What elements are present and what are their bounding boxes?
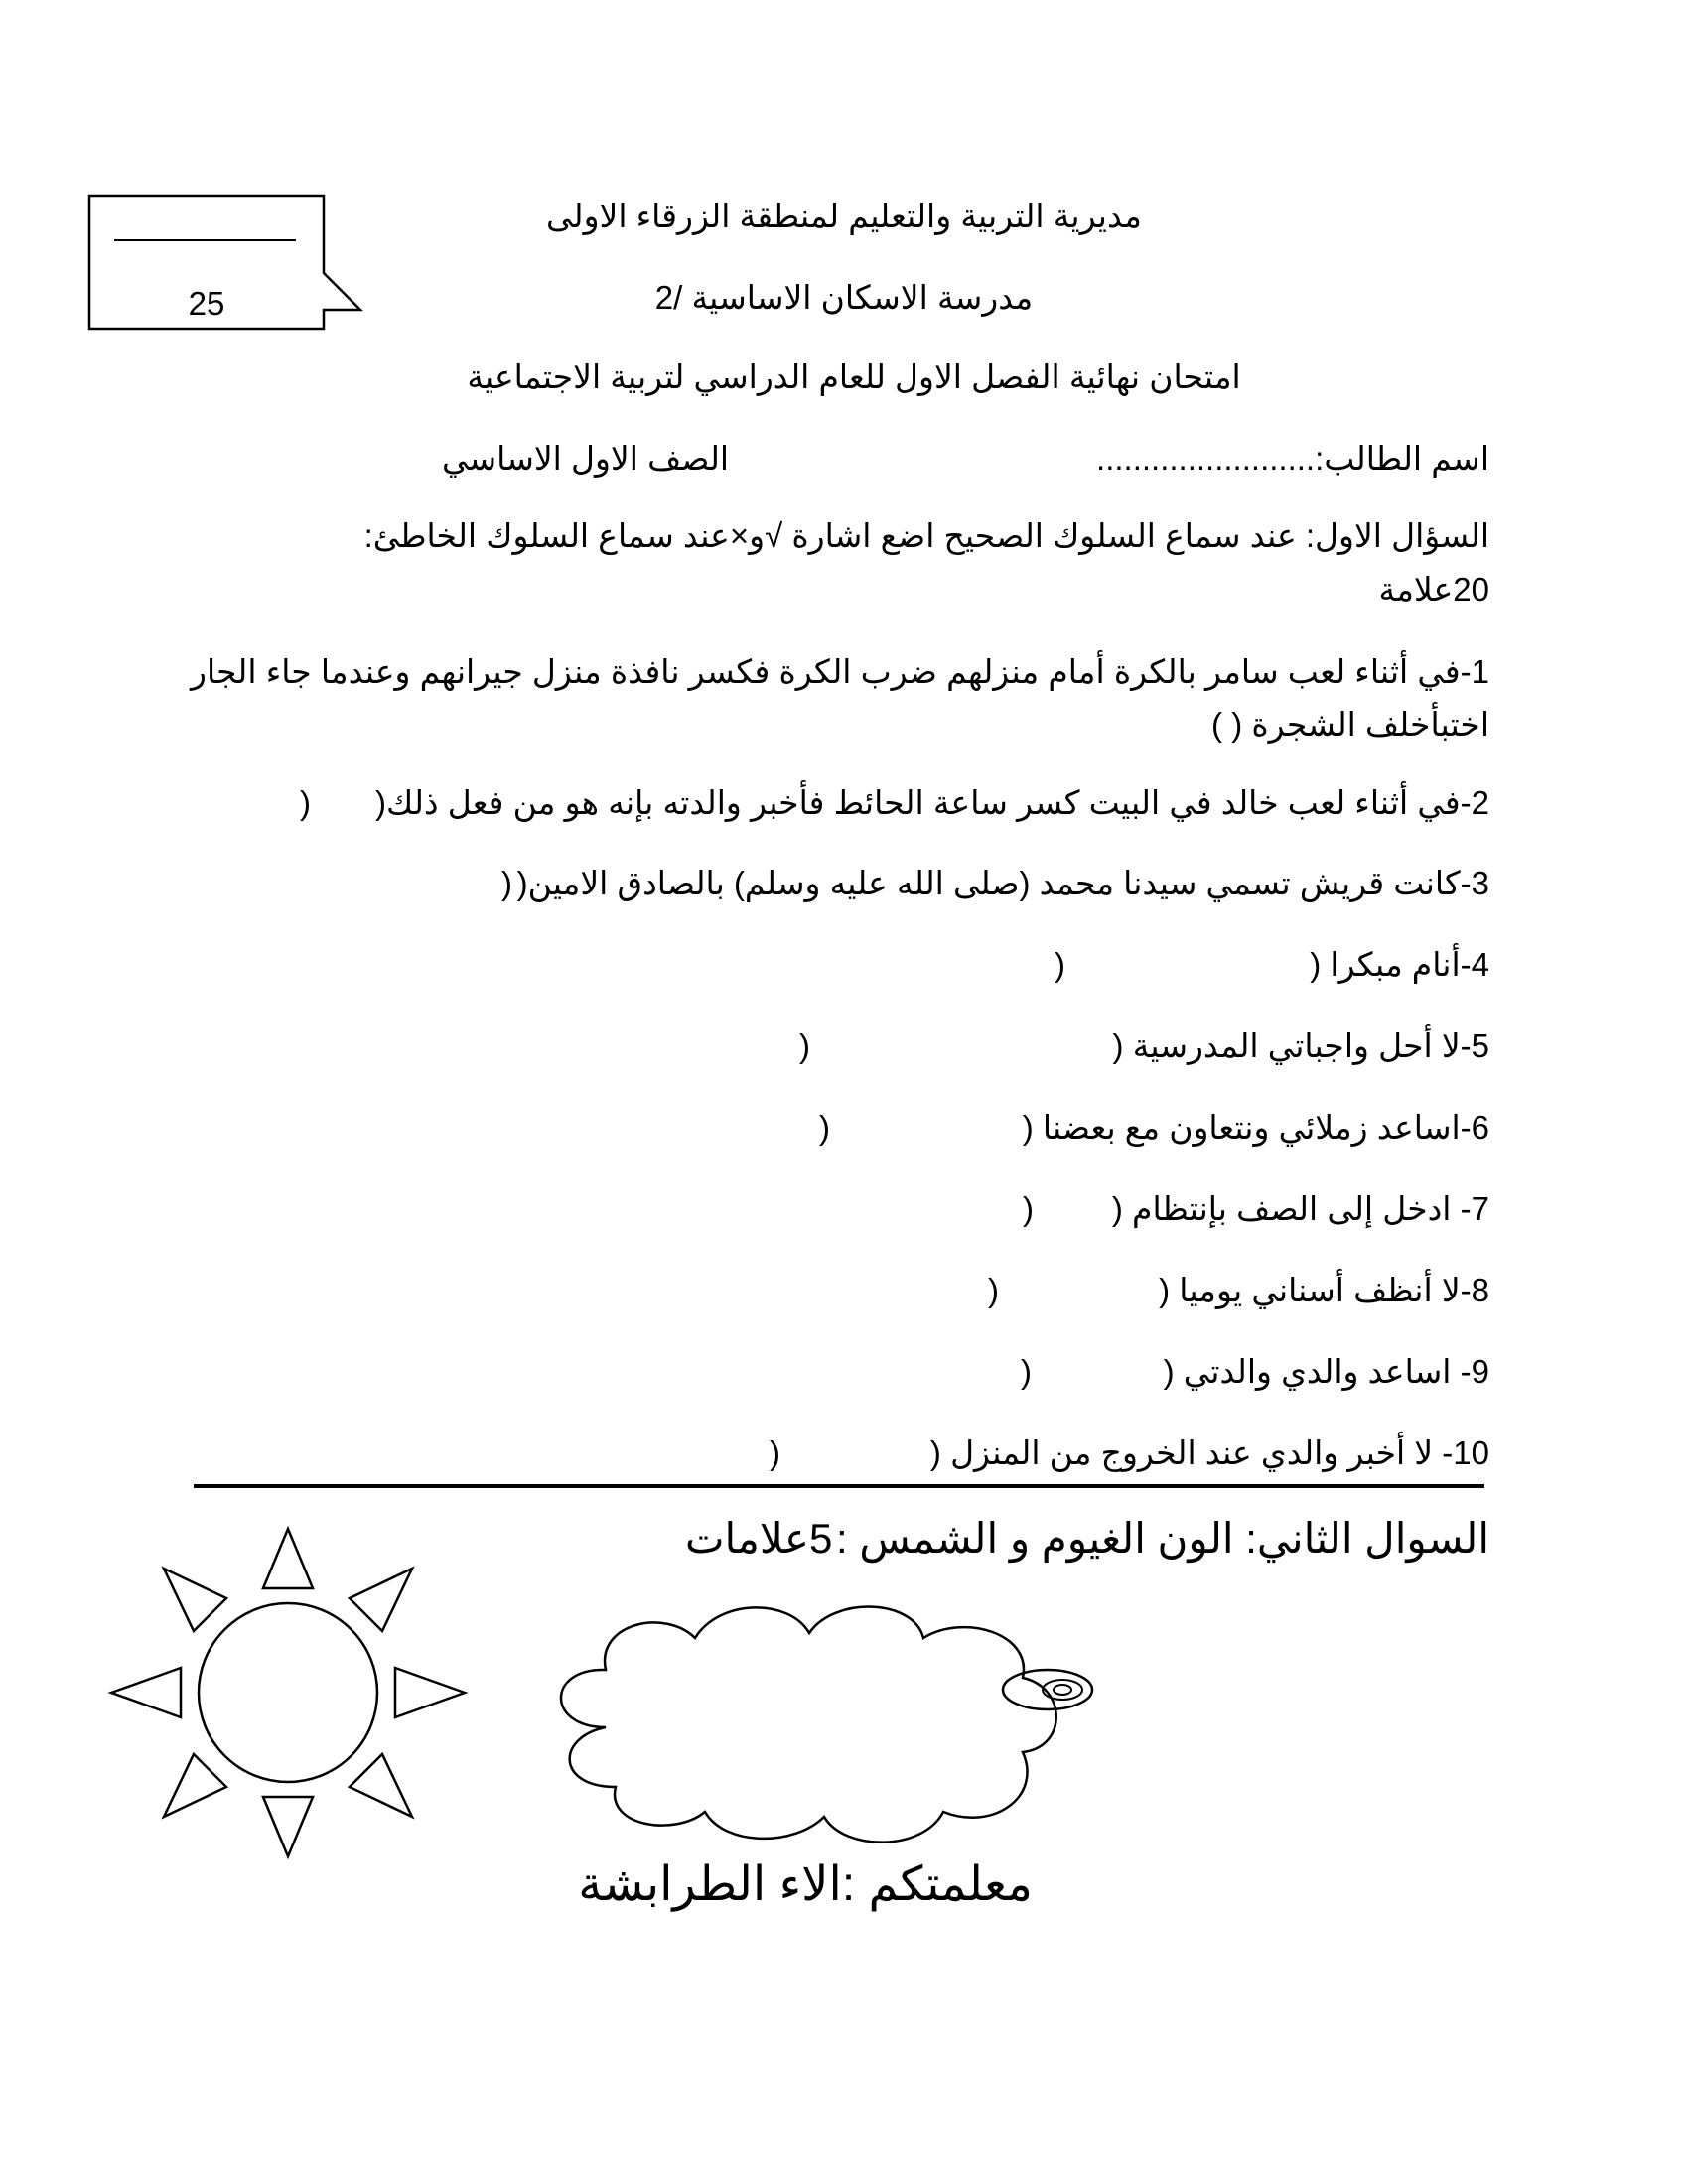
score-value: 25	[188, 285, 225, 322]
question1-instruction: السؤال الاول: عند سماع السلوك الصحيح اضع اشارة √و×عند سماع السلوك الخاطئ:	[363, 517, 1489, 554]
question2-marks: 5علامات	[685, 1515, 833, 1562]
q1-item-6-answer-bracket[interactable]: )	[819, 1109, 830, 1146]
sun-ray-right	[395, 1668, 465, 1717]
sun-circle	[199, 1603, 377, 1782]
q1-item-7: 7- ادخل إلى الصف بإنتظام (	[1111, 1190, 1489, 1227]
q1-item-3: 3-كانت قريش تسمي سيدنا محمد (صلى الله عليه وسلم) بالصادق الامين(	[516, 865, 1489, 901]
cloud-outline	[561, 1607, 1056, 1843]
cloud-inner-ellipse	[1043, 1680, 1082, 1700]
sun-ray-top	[263, 1529, 313, 1588]
q1-item-9-answer-bracket[interactable]: )	[1021, 1353, 1032, 1390]
section-divider	[194, 1484, 1484, 1488]
q1-item-2: 2-في أثناء لعب خالد في البيت كسر ساعة الحائط فأخبر والدته بإنه هو من فعل ذلك(	[375, 784, 1489, 821]
cloud-drawing[interactable]	[526, 1578, 1112, 1856]
cloud-center-ellipse	[1054, 1685, 1071, 1695]
student-name-field[interactable]: اسم الطالب:........................	[1096, 440, 1489, 477]
sun-ray-bottom	[263, 1797, 313, 1856]
grade-label: الصف الاول الاساسي	[442, 440, 730, 477]
sun-drawing[interactable]	[99, 1519, 477, 1876]
q1-item-7-answer-bracket[interactable]: )	[1023, 1190, 1034, 1227]
q1-item-5: 5-لا أحل واجباتي المدرسية (	[1112, 1027, 1489, 1064]
q1-item-6: 6-اساعد زملائي ونتعاون مع بعضنا (	[1022, 1109, 1489, 1146]
q1-item-9: 9- اساعد والدي والدتي (	[1163, 1353, 1489, 1390]
q1-item-4-answer-bracket[interactable]: )	[1055, 946, 1065, 983]
sun-ray-bottom-left	[164, 1754, 226, 1817]
sun-ray-top-right	[350, 1569, 412, 1631]
sun-ray-top-left	[164, 1569, 226, 1631]
q1-item-3-answer-bracket[interactable]: )	[501, 865, 512, 901]
q1-item-8: 8-لا أنظف أسناني يوميا (	[1159, 1272, 1489, 1308]
q1-item-5-answer-bracket[interactable]: )	[799, 1027, 810, 1064]
question2-title: السوال الثاني: الون الغيوم و الشمس :	[836, 1515, 1489, 1562]
directorate-title: مديرية التربية والتعليم لمنطقة الزرقاء الاولى	[546, 198, 1142, 234]
school-name: مدرسة الاسكان الاساسية /2	[654, 279, 1034, 316]
q1-item-1-line2: اختبأخلف الشجرة ( )	[1211, 706, 1489, 743]
cloud-small-ellipse	[1003, 1670, 1092, 1709]
sun-ray-bottom-right	[350, 1754, 412, 1817]
q1-item-4: 4-أنام مبكرا (	[1310, 946, 1489, 983]
q1-item-10-answer-bracket[interactable]: )	[770, 1434, 780, 1471]
q1-item-2-answer-bracket[interactable]: )	[300, 784, 311, 821]
q1-item-1-line1: 1-في أثناء لعب سامر بالكرة أمام منزلهم ضرب الكرة فكسر نافذة منزل جيرانهم وعندما جاء الجار	[191, 653, 1489, 690]
teacher-signature: معلمتكم :الاء الطرابشة	[578, 1858, 1033, 1911]
q1-item-8-answer-bracket[interactable]: )	[988, 1272, 999, 1308]
sun-ray-left	[111, 1668, 181, 1717]
exam-title: امتحان نهائية الفصل الاول للعام الدراسي لتربية الاجتماعية	[467, 358, 1241, 395]
q1-item-10: 10- لا أخبر والدي عند الخروج من المنزل (	[929, 1434, 1489, 1471]
question1-marks: 20علامة	[1378, 571, 1489, 608]
